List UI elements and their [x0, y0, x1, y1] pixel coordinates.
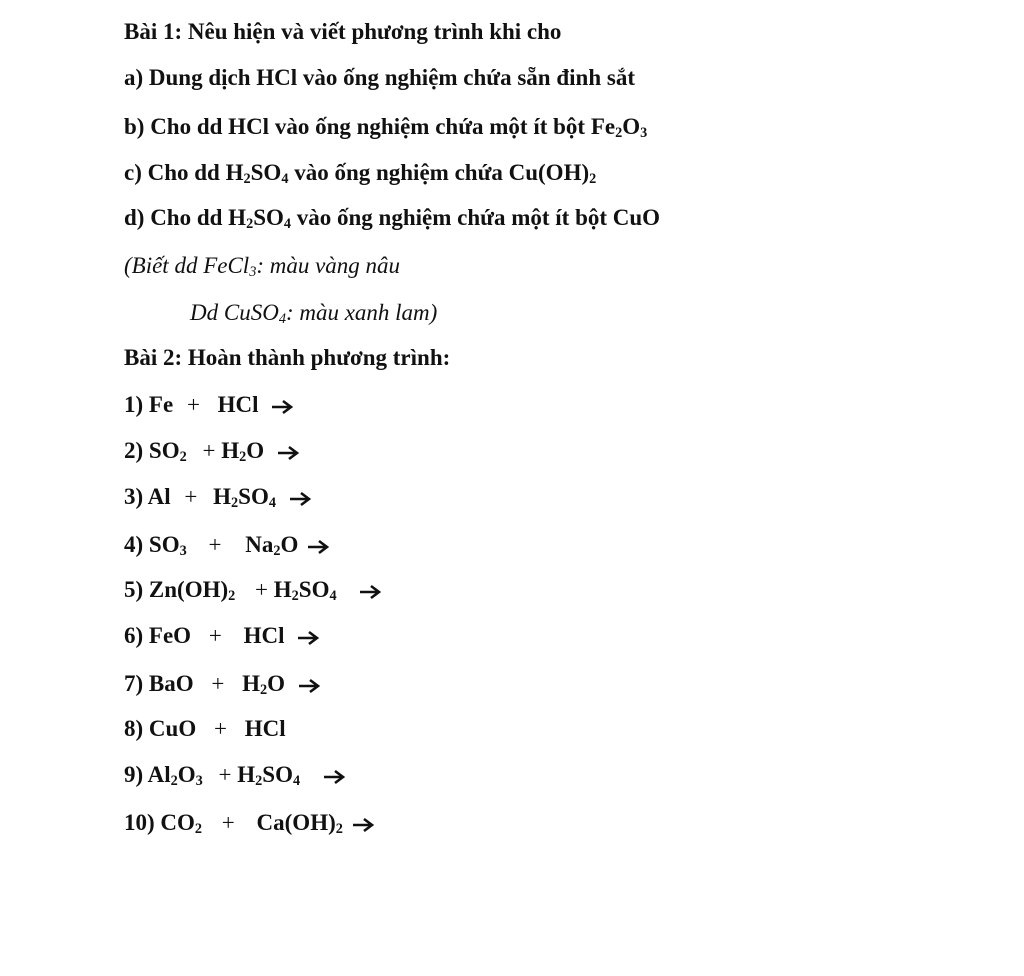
plus-sign: +: [202, 438, 216, 463]
exercise-2-title: [124, 343, 450, 373]
reactant-1: Fe: [148, 392, 174, 417]
reactant-1: [160, 810, 203, 838]
subscript: 4: [268, 495, 276, 512]
subscript: 4: [278, 311, 286, 328]
subscript: 3: [179, 543, 187, 560]
exercise-1-item-b: [124, 112, 647, 142]
subscript: 2: [291, 588, 299, 605]
note-2-text: Dd CuSO: [190, 300, 279, 325]
formula-part: CO: [160, 810, 195, 835]
plus-sign: +: [208, 532, 222, 557]
formula-part: O: [177, 762, 196, 787]
reaction-number: 2): [124, 438, 144, 463]
subscript: 2: [589, 171, 597, 188]
right-arrow-icon: [297, 678, 323, 694]
formula-part: O: [267, 671, 286, 696]
reaction-number: 5): [124, 577, 144, 602]
subscript: 2: [194, 821, 203, 838]
subscript: 2: [243, 171, 251, 188]
subscript: 2: [246, 216, 254, 233]
subscript: 3: [640, 125, 648, 142]
plus-sign: +: [186, 392, 200, 417]
reactant-1: [148, 577, 236, 605]
item-c-text-2: vào ống nghiệm chứa Cu(OH): [288, 160, 590, 185]
reactant-2: [221, 438, 265, 466]
subscript: 4: [283, 216, 292, 233]
right-arrow-icon: [351, 817, 377, 833]
reaction-4: [124, 530, 332, 560]
right-arrow-icon: [276, 445, 302, 461]
formula-part: SO: [298, 577, 330, 602]
subscript: 2: [273, 543, 281, 560]
subscript: 2: [239, 449, 247, 466]
note-cuso4: [190, 298, 437, 328]
reactant-1: Al: [147, 484, 171, 509]
reaction-number: 9): [124, 762, 144, 787]
reactant-2: HCl: [217, 392, 259, 417]
reactant-2: [237, 762, 301, 790]
subscript: 3: [249, 264, 257, 281]
reaction-7: [124, 669, 323, 699]
subscript: 2: [260, 682, 268, 699]
reaction-number: 3): [124, 484, 144, 509]
reactant-1: CuO: [148, 716, 197, 741]
reactant-1: BaO: [148, 671, 194, 696]
formula-part: SO: [238, 484, 269, 509]
formula-part: H: [221, 438, 240, 463]
reactant-1: [148, 438, 187, 466]
formula-part: Zn(OH): [148, 577, 229, 602]
formula-part: SO: [262, 762, 293, 787]
formula-part: SO: [148, 438, 180, 463]
reactant-2: [242, 671, 286, 699]
formula-part: Na: [245, 532, 274, 557]
note-1-text: (Biết dd FeCl: [124, 253, 250, 278]
exercise-1-item-d: [124, 203, 660, 233]
formula-part: O: [246, 438, 265, 463]
item-c-text: c) Cho dd H: [124, 160, 244, 185]
plus-sign: +: [221, 810, 235, 835]
subscript: 2: [179, 449, 187, 466]
reactant-1: FeO: [148, 623, 192, 648]
plus-sign: +: [208, 623, 222, 648]
subscript: 2: [170, 773, 178, 790]
reactant-1: [148, 532, 187, 560]
plus-sign: +: [255, 577, 269, 602]
reaction-1: [124, 390, 296, 420]
formula-part: H: [242, 671, 261, 696]
reaction-2: [124, 436, 302, 466]
reactant-2: HCl: [244, 716, 286, 741]
reaction-number: 4): [124, 532, 144, 557]
subscript: 4: [329, 588, 337, 605]
subscript: 2: [255, 773, 263, 790]
plus-sign: +: [218, 762, 232, 787]
plus-sign: +: [211, 671, 225, 696]
reactant-2: [273, 577, 337, 605]
subscript: 4: [292, 773, 301, 790]
subscript: 3: [195, 773, 203, 790]
reactant-2: [213, 484, 276, 512]
subscript: 2: [228, 588, 236, 605]
formula-part: H: [273, 577, 292, 602]
formula-part: Al: [147, 762, 171, 787]
plus-sign: +: [213, 716, 227, 741]
right-arrow-icon: [296, 630, 322, 646]
right-arrow-icon: [358, 584, 384, 600]
exercise-1-title-text: Bài 1: Nêu hiện và viết phương trình khi cho: [124, 19, 562, 44]
note-2-text-2: : màu xanh lam): [285, 300, 438, 325]
item-d-text: d) Cho dd H: [124, 205, 247, 230]
note-fecl3: [124, 251, 400, 281]
reaction-9: [124, 760, 348, 790]
reactant-2: HCl: [243, 623, 285, 648]
reaction-number: 10): [124, 810, 155, 835]
reactant-2: [245, 532, 299, 560]
reaction-number: 7): [124, 671, 144, 696]
exercise-2-title-text: Bài 2: Hoàn thành phương trình:: [124, 345, 451, 370]
subscript: 2: [615, 125, 623, 142]
exercise-1-item-c: [124, 158, 596, 188]
reaction-8: [124, 714, 286, 744]
reactant-2: [256, 810, 343, 838]
reaction-5: [124, 575, 384, 605]
reaction-number: 1): [124, 392, 144, 417]
formula-part: SO: [250, 160, 282, 185]
right-arrow-icon: [306, 539, 332, 555]
formula-part: O: [280, 532, 299, 557]
reaction-6: [124, 621, 322, 651]
formula-part: SO: [148, 532, 180, 557]
subscript: 2: [231, 495, 239, 512]
exercise-1-item-a: [124, 63, 635, 93]
right-arrow-icon: [288, 491, 314, 507]
subscript: 2: [335, 821, 343, 838]
formula-part: O: [622, 114, 641, 139]
reaction-10: [124, 808, 377, 838]
item-b-text: b) Cho dd HCl vào ống nghiệm chứa một ít bột Fe: [124, 114, 616, 139]
item-a-text: a) Dung dịch HCl vào ống nghiệm chứa sẵn đinh sắt: [124, 65, 635, 90]
right-arrow-icon: [270, 399, 296, 415]
reaction-number: 6): [124, 623, 144, 648]
reaction-3: [124, 482, 314, 512]
formula-part: SO: [253, 205, 284, 230]
formula-part: H: [213, 484, 232, 509]
note-1-text-2: : màu vàng nâu: [256, 253, 401, 278]
reactant-1: [147, 762, 203, 790]
formula-part: Ca(OH): [256, 810, 336, 835]
exercise-1-title: [124, 17, 561, 47]
reaction-number: 8): [124, 716, 144, 741]
plus-sign: +: [184, 484, 198, 509]
item-d-text-2: vào ống nghiệm chứa một ít bột CuO: [291, 205, 661, 230]
subscript: 4: [281, 171, 289, 188]
formula-part: H: [237, 762, 256, 787]
right-arrow-icon: [322, 769, 348, 785]
